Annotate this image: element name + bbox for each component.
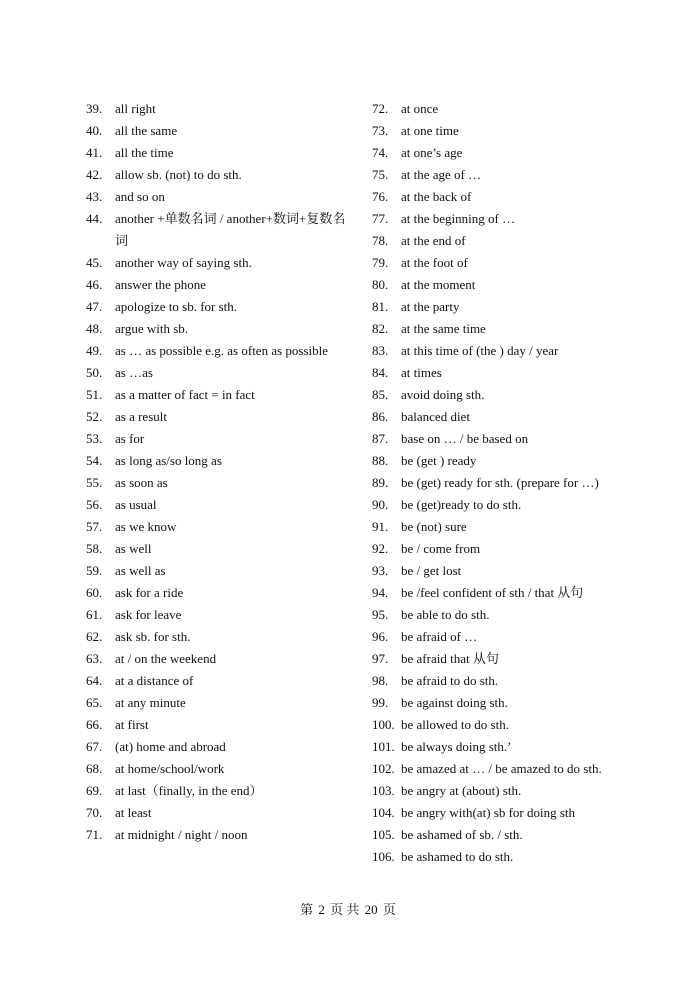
phrase-entry — [86, 604, 348, 626]
entry-text: as well — [115, 541, 152, 556]
entry-number: 104. — [372, 805, 395, 820]
entry-text: be ashamed to do sth. — [401, 849, 514, 864]
footer-prefix: 第 — [300, 902, 314, 917]
phrase-entry — [86, 186, 348, 208]
phrase-entry — [372, 516, 634, 538]
entry-number: 50. — [86, 365, 103, 380]
entry-text: at the age of … — [401, 167, 482, 182]
entry-number: 89. — [372, 475, 389, 490]
phrase-entry — [372, 758, 634, 780]
phrase-entry — [372, 384, 634, 406]
entry-number: 103. — [372, 783, 395, 798]
phrase-entry — [86, 142, 348, 164]
phrase-entry — [86, 494, 348, 516]
phrase-entry — [86, 98, 348, 120]
entry-text: be afraid of … — [401, 629, 478, 644]
entry-number: 39. — [86, 101, 103, 116]
entry-number: 61. — [86, 607, 103, 622]
entry-text: be (not) sure — [401, 519, 467, 534]
phrase-entry — [372, 626, 634, 648]
phrase-entry — [86, 406, 348, 428]
footer-mid: 页 共 — [330, 902, 360, 917]
entry-number: 106. — [372, 849, 395, 864]
entry-number: 47. — [86, 299, 103, 314]
phrase-entry — [372, 780, 634, 802]
entry-number: 71. — [86, 827, 103, 842]
phrase-entry — [372, 406, 634, 428]
phrase-entry — [86, 692, 348, 714]
entry-number: 83. — [372, 343, 389, 358]
phrase-entry — [372, 494, 634, 516]
phrase-entry — [372, 846, 634, 868]
entry-number: 78. — [372, 233, 389, 248]
entry-text: be / come from — [401, 541, 481, 556]
entry-number: 97. — [372, 651, 389, 666]
phrase-entry — [86, 362, 348, 384]
phrase-entry — [372, 670, 634, 692]
entry-text: at midnight / night / noon — [115, 827, 248, 842]
entry-text: as we know — [115, 519, 177, 534]
entry-number: 42. — [86, 167, 103, 182]
entry-number: 57. — [86, 519, 103, 534]
entry-text: another way of saying sth. — [115, 255, 252, 270]
entry-text: be / get lost — [401, 563, 462, 578]
entry-number: 49. — [86, 343, 103, 358]
entry-text: at the beginning of … — [401, 211, 516, 226]
entry-text: at the same time — [401, 321, 486, 336]
entry-text: be (get) ready for sth. (prepare for …) — [401, 475, 599, 490]
entry-text: balanced diet — [401, 409, 470, 424]
entry-number: 76. — [372, 189, 389, 204]
entry-text: at a distance of — [115, 673, 194, 688]
phrase-entry — [86, 560, 348, 582]
entry-number: 93. — [372, 563, 389, 578]
entry-text: be ashamed of sb. / sth. — [401, 827, 523, 842]
phrase-entry — [86, 252, 348, 274]
phrase-entry — [86, 120, 348, 142]
entry-text: at one time — [401, 123, 459, 138]
entry-number: 81. — [372, 299, 389, 314]
entry-text: as …as — [115, 365, 153, 380]
entry-text: be afraid that 从句 — [401, 651, 499, 666]
entry-text: as well as — [115, 563, 166, 578]
entry-text: as for — [115, 431, 145, 446]
entry-number: 65. — [86, 695, 103, 710]
entry-text: as a result — [115, 409, 167, 424]
entry-text: at this time of (the ) day / year — [401, 343, 559, 358]
phrase-entry — [372, 472, 634, 494]
entry-number: 60. — [86, 585, 103, 600]
entry-number: 101. — [372, 739, 395, 754]
entry-number: 102. — [372, 761, 395, 776]
entry-text: as … as possible e.g. as often as possible — [115, 343, 329, 358]
phrase-entry — [372, 186, 634, 208]
entry-text: be amazed at … / be amazed to do sth. — [401, 761, 602, 776]
phrase-entry — [372, 252, 634, 274]
entry-number: 99. — [372, 695, 389, 710]
entry-number: 43. — [86, 189, 103, 204]
entry-number: 64. — [86, 673, 103, 688]
phrase-entry — [86, 736, 348, 758]
phrase-entry — [86, 164, 348, 186]
entry-number: 54. — [86, 453, 103, 468]
entry-number: 85. — [372, 387, 389, 402]
entry-text: all right — [115, 101, 156, 116]
entry-text: allow sb. (not) to do sth. — [115, 167, 242, 182]
entry-text: at the end of — [401, 233, 466, 248]
phrase-entry — [86, 472, 348, 494]
phrase-entry — [372, 538, 634, 560]
entry-number: 69. — [86, 783, 103, 798]
entry-number: 68. — [86, 761, 103, 776]
entry-number: 73. — [372, 123, 389, 138]
entry-text: at once — [401, 101, 439, 116]
left-column — [86, 98, 348, 846]
phrase-entry — [372, 120, 634, 142]
phrase-entry — [372, 340, 634, 362]
page-footer — [0, 900, 696, 920]
entry-number: 74. — [372, 145, 389, 160]
entry-number: 90. — [372, 497, 389, 512]
phrase-entry — [372, 582, 634, 604]
entry-number: 87. — [372, 431, 389, 446]
phrase-entry — [86, 428, 348, 450]
entry-number: 51. — [86, 387, 103, 402]
phrase-entry — [86, 208, 348, 252]
entry-text: ask for leave — [115, 607, 182, 622]
entry-text: at any minute — [115, 695, 186, 710]
entry-number: 79. — [372, 255, 389, 270]
entry-number: 52. — [86, 409, 103, 424]
phrase-entry — [372, 296, 634, 318]
entry-number: 53. — [86, 431, 103, 446]
phrase-entry — [372, 802, 634, 824]
phrase-entry — [86, 516, 348, 538]
entry-text: base on … / be based on — [401, 431, 529, 446]
phrase-entry — [372, 318, 634, 340]
phrase-entry — [86, 274, 348, 296]
entry-number: 77. — [372, 211, 389, 226]
entry-text: be (get ) ready — [401, 453, 477, 468]
entry-text: ask sb. for sth. — [115, 629, 191, 644]
entry-text: as usual — [115, 497, 157, 512]
footer-suffix: 页 — [382, 902, 396, 917]
phrase-entry — [86, 340, 348, 362]
phrase-entry — [86, 714, 348, 736]
entry-text: avoid doing sth. — [401, 387, 485, 402]
entry-text: be afraid to do sth. — [401, 673, 499, 688]
entry-number: 86. — [372, 409, 389, 424]
phrase-entry — [86, 296, 348, 318]
entry-number: 56. — [86, 497, 103, 512]
phrase-entry — [372, 648, 634, 670]
phrase-entry — [372, 692, 634, 714]
phrase-entry — [86, 626, 348, 648]
entry-number: 62. — [86, 629, 103, 644]
phrase-entry — [86, 802, 348, 824]
entry-number: 58. — [86, 541, 103, 556]
phrase-entry — [372, 142, 634, 164]
footer-total-pages: 20 — [364, 902, 378, 917]
entry-number: 84. — [372, 365, 389, 380]
entry-number: 41. — [86, 145, 103, 160]
entry-text: argue with sb. — [115, 321, 189, 336]
phrase-entry — [86, 670, 348, 692]
entry-number: 67. — [86, 739, 103, 754]
phrase-entry — [372, 824, 634, 846]
entry-number: 55. — [86, 475, 103, 490]
entry-number: 94. — [372, 585, 389, 600]
entry-text: at home/school/work — [115, 761, 225, 776]
entry-text: at times — [401, 365, 442, 380]
entry-number: 40. — [86, 123, 103, 138]
entry-text: at / on the weekend — [115, 651, 217, 666]
phrase-entry — [86, 318, 348, 340]
entry-number: 96. — [372, 629, 389, 644]
entry-number: 45. — [86, 255, 103, 270]
entry-number: 95. — [372, 607, 389, 622]
entry-text: be against doing sth. — [401, 695, 508, 710]
phrase-entry — [86, 824, 348, 846]
entry-number: 82. — [372, 321, 389, 336]
entry-number: 46. — [86, 277, 103, 292]
phrase-entry — [372, 164, 634, 186]
entry-number: 105. — [372, 827, 395, 842]
entry-text: be /feel confident of sth / that 从句 — [401, 585, 584, 600]
entry-text: and so on — [115, 189, 165, 204]
entry-text: be angry with(at) sb for doing sth — [401, 805, 576, 820]
entry-text: as soon as — [115, 475, 168, 490]
entry-text: at least — [115, 805, 152, 820]
entry-text: apologize to sb. for sth. — [115, 299, 238, 314]
entry-number: 70. — [86, 805, 103, 820]
footer-page-number: 2 — [318, 902, 325, 917]
phrase-entry — [372, 714, 634, 736]
entry-number: 72. — [372, 101, 389, 116]
entry-number: 75. — [372, 167, 389, 182]
phrase-entry — [86, 582, 348, 604]
entry-number: 59. — [86, 563, 103, 578]
phrase-entry — [372, 230, 634, 252]
entry-text: be angry at (about) sth. — [401, 783, 522, 798]
phrase-entry — [86, 758, 348, 780]
right-column — [372, 98, 634, 868]
phrase-entry — [372, 274, 634, 296]
entry-number: 66. — [86, 717, 103, 732]
phrase-entry — [372, 736, 634, 758]
entry-text: (at) home and abroad — [115, 739, 226, 754]
entry-text: ask for a ride — [115, 585, 184, 600]
entry-number: 80. — [372, 277, 389, 292]
entry-text: be (get)ready to do sth. — [401, 497, 522, 512]
phrase-entry — [372, 428, 634, 450]
entry-text: be always doing sth.’ — [401, 739, 512, 754]
phrase-entry — [372, 560, 634, 582]
entry-number: 91. — [372, 519, 389, 534]
entry-number: 44. — [86, 211, 103, 226]
entry-text: another +单数名词 / another+数词+复数名词 — [115, 211, 346, 248]
phrase-entry — [372, 450, 634, 472]
entry-text: as long as/so long as — [115, 453, 222, 468]
entry-number: 48. — [86, 321, 103, 336]
entry-text: all the time — [115, 145, 174, 160]
entry-text: at the party — [401, 299, 460, 314]
entry-text: all the same — [115, 123, 178, 138]
entry-number: 63. — [86, 651, 103, 666]
entry-text: be allowed to do sth. — [401, 717, 509, 732]
phrase-entry — [86, 538, 348, 560]
entry-number: 98. — [372, 673, 389, 688]
entry-number: 88. — [372, 453, 389, 468]
phrase-entry — [86, 450, 348, 472]
entry-text: at the moment — [401, 277, 476, 292]
entry-text: at one’s age — [401, 145, 463, 160]
entry-text: be able to do sth. — [401, 607, 490, 622]
phrase-entry — [86, 780, 348, 802]
phrase-entry — [372, 604, 634, 626]
entry-text: as a matter of fact = in fact — [115, 387, 255, 402]
phrase-entry — [372, 362, 634, 384]
phrase-entry — [372, 98, 634, 120]
phrase-entry — [372, 208, 634, 230]
entry-text: answer the phone — [115, 277, 206, 292]
entry-number: 100. — [372, 717, 395, 732]
entry-text: at last（finally, in the end） — [115, 783, 263, 798]
entry-text: at the back of — [401, 189, 472, 204]
phrase-entry — [86, 384, 348, 406]
phrase-entry — [86, 648, 348, 670]
entry-number: 92. — [372, 541, 389, 556]
entry-text: at the foot of — [401, 255, 468, 270]
entry-text: at first — [115, 717, 149, 732]
